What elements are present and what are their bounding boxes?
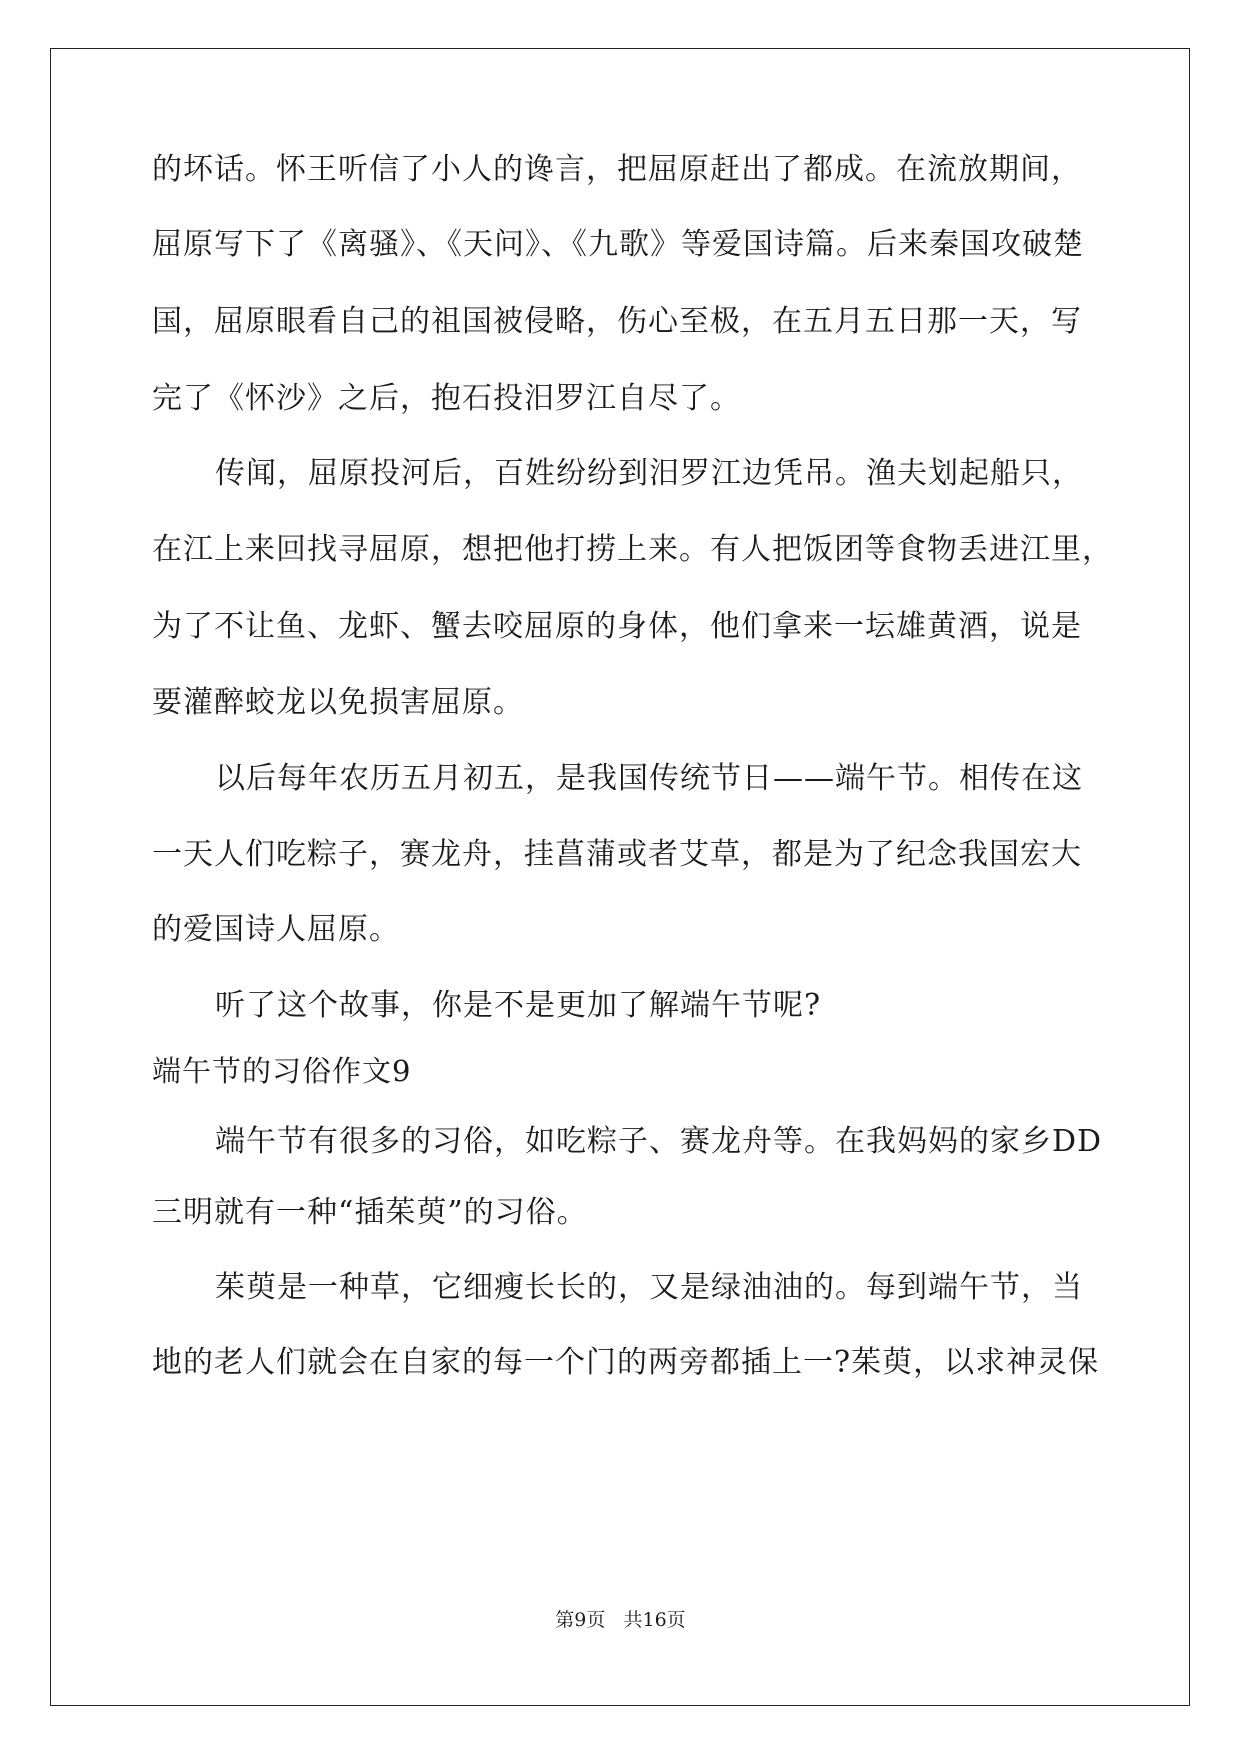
text-line: 端午节有很多的习俗，如吃粽子、赛龙舟等。在我妈妈的家乡DD (215, 1124, 1103, 1159)
page-number-footer: 第9页 共16页 (555, 1609, 686, 1631)
text-line: 的爱国诗人屈原。 (152, 912, 400, 947)
text-line: 为了不让鱼、龙虾、蟹去咬屈原的身体，他们拿来一坛雄黄酒，说是 (152, 609, 1082, 644)
text-line: 的坏话。怀王听信了小人的谗言，把屈原赶出了都成。在流放期间， (152, 152, 1082, 187)
text-line: 屈原写下了《离骚》、《天问》、《九歌》等爱国诗篇。后来秦国攻破楚 (152, 227, 1084, 262)
text-line: 国，屈原眼看自己的祖国被侵略，伤心至极，在五月五日那一天，写 (152, 304, 1082, 339)
text-line: 地的老人们就会在自家的每一个门的两旁都插上一?茱萸，以求神灵保 (152, 1345, 1100, 1380)
text-line: 以后每年农历五月初五，是我国传统节日——端午节。相传在这 (215, 761, 1083, 796)
section-heading: 端午节的习俗作文9 (152, 1054, 412, 1088)
page-border (50, 48, 1190, 1706)
text-line: 完了《怀沙》之后，抱石投汨罗江自尽了。 (152, 381, 741, 416)
text-line: 在江上来回找寻屈原，想把他打捞上来。有人把饭团等食物丢进江里， (152, 532, 1113, 567)
text-line: 听了这个故事，你是不是更加了解端午节呢? (215, 988, 822, 1023)
text-line: 传闻，屈原投河后，百姓纷纷到汨罗江边凭吊。渔夫划起船只， (215, 456, 1083, 491)
text-line: 茱萸是一种草，它细瘦长长的，又是绿油油的。每到端午节，当 (215, 1270, 1083, 1305)
text-line: 三明就有一种“插茱萸”的习俗。 (152, 1195, 588, 1230)
text-line: 要灌醉蛟龙以免损害屈原。 (152, 685, 524, 720)
text-line: 一天人们吃粽子，赛龙舟，挂菖蒲或者艾草，都是为了纪念我国宏大 (152, 837, 1082, 872)
